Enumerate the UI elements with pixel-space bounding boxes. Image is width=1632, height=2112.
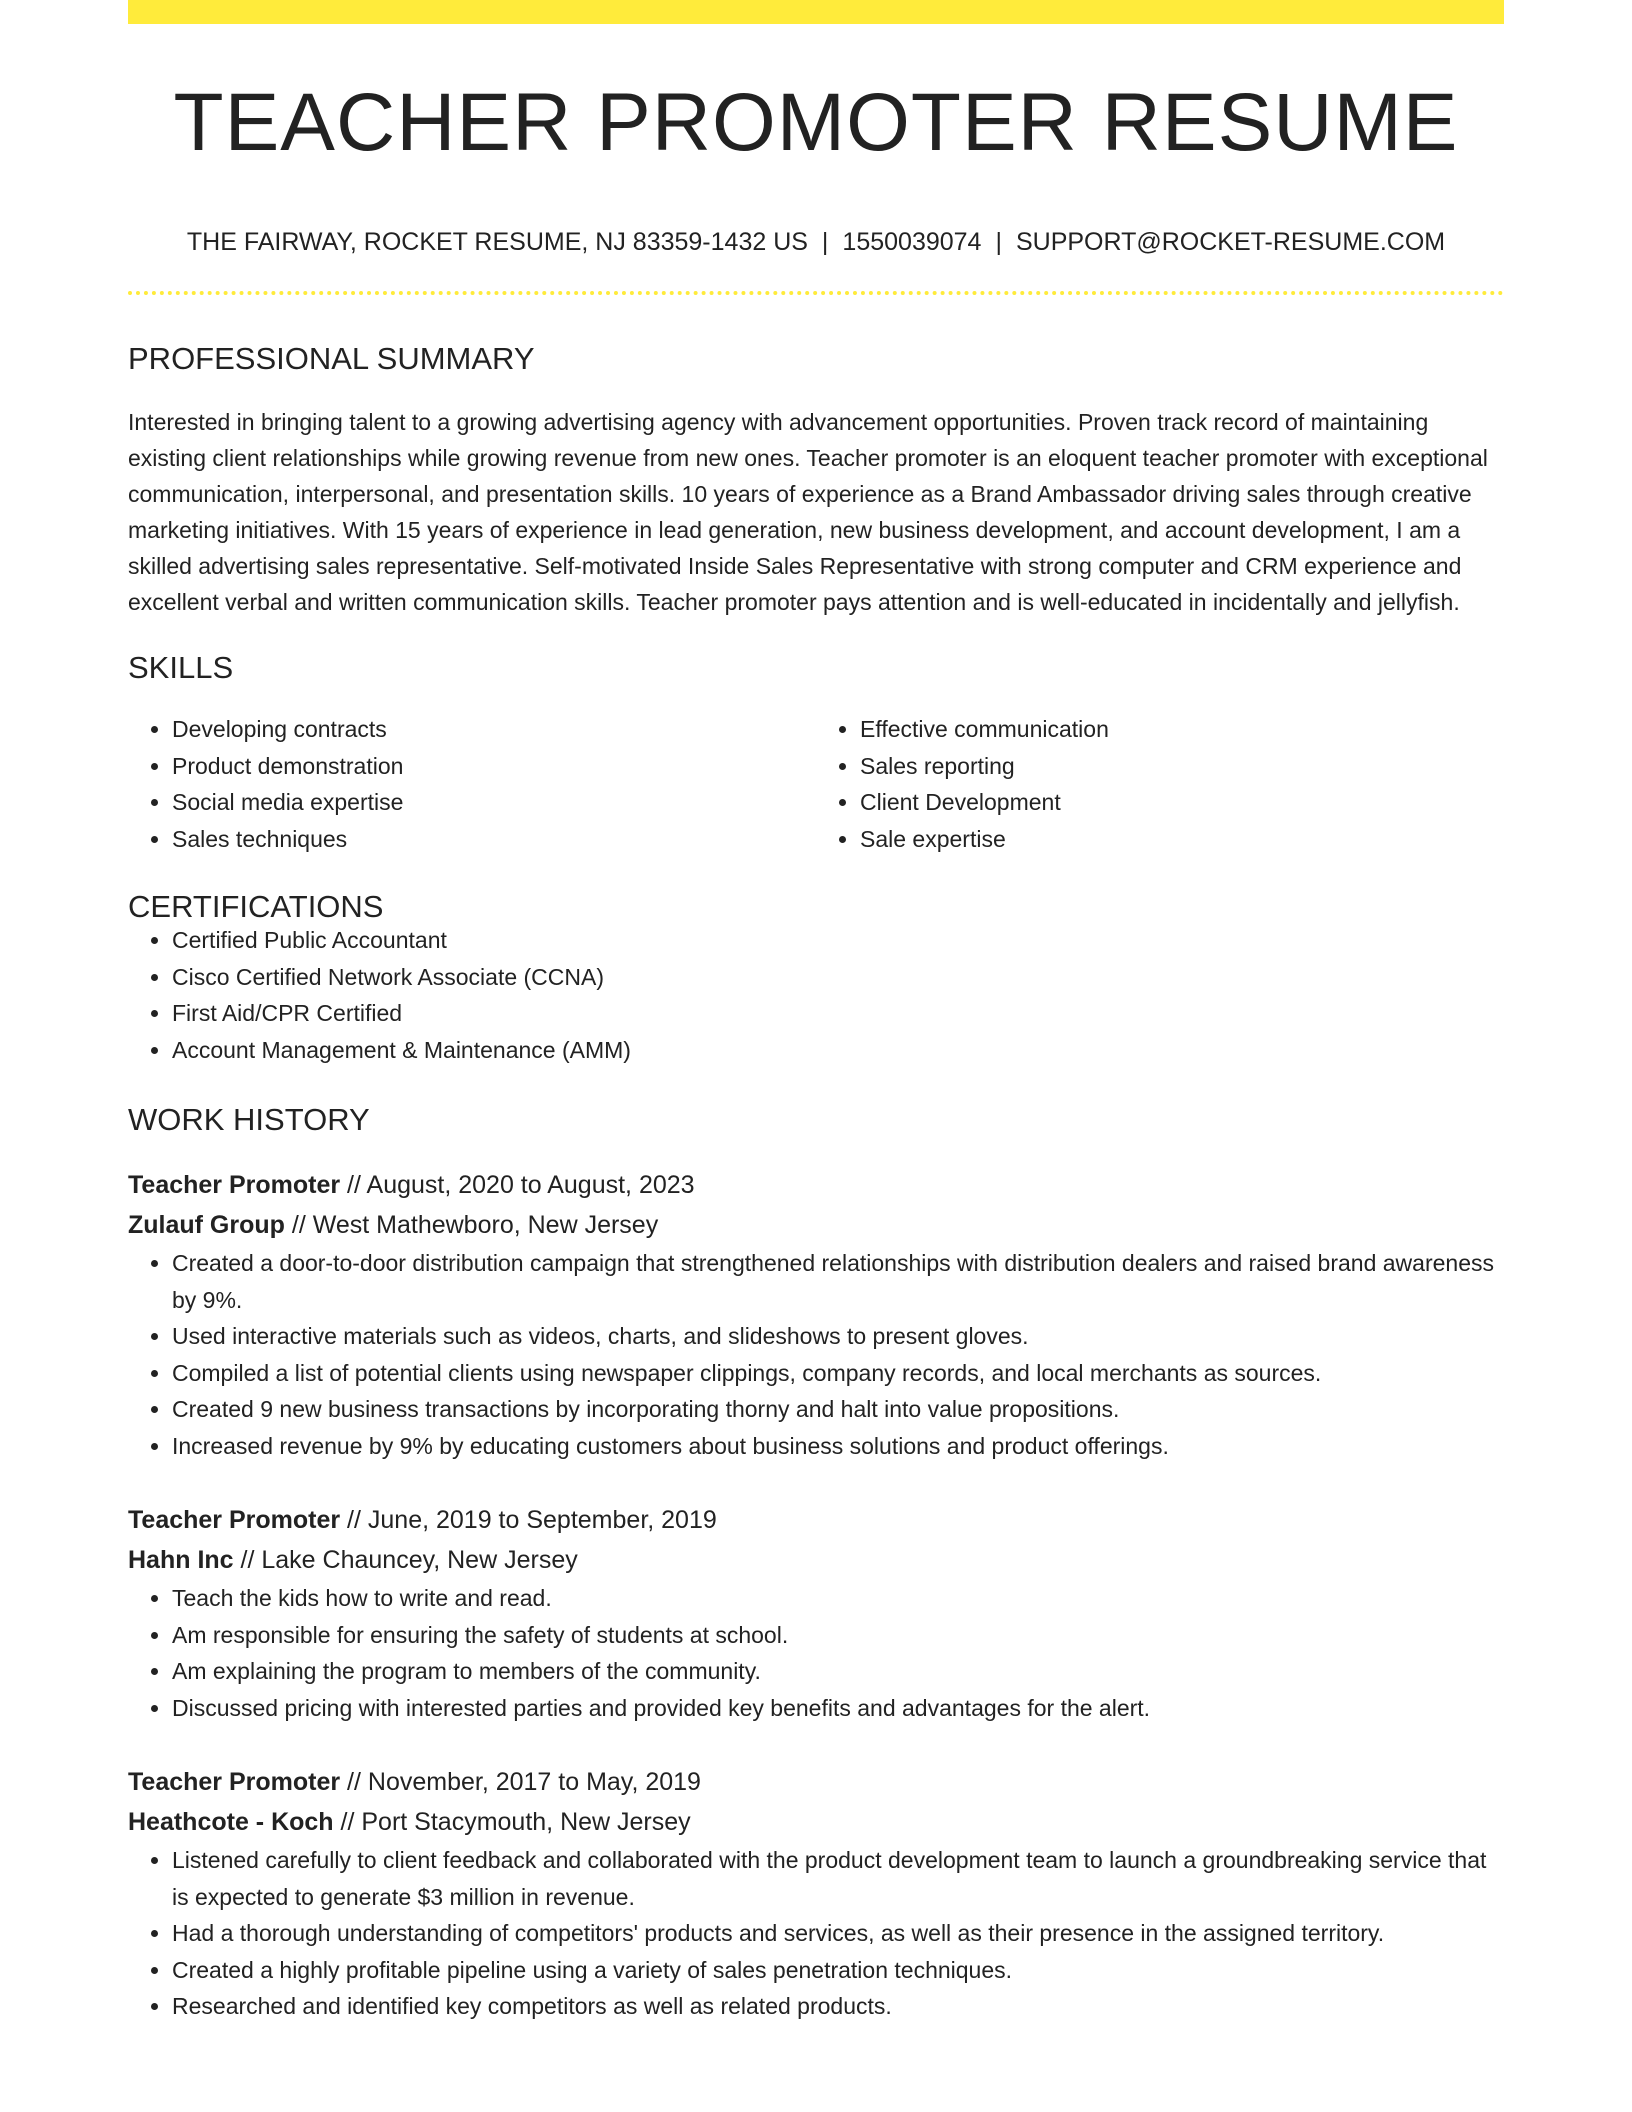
certification-item: • Cisco Certified Network Associate (CCNA) [172, 959, 1504, 996]
skills-columns [128, 711, 1504, 857]
skill-item: • Effective communication [860, 711, 1504, 748]
skills-heading: SKILLS [128, 650, 234, 685]
contact-email: SUPPORT@ROCKET-RESUME.COM [1015, 228, 1446, 256]
contact-line [128, 230, 1504, 255]
skills-left-list [128, 711, 816, 857]
job-bullet: • Listened carefully to client feedback and collaborated with the product development team to launch a groundbreaking service that is expected to generate $3 million in revenue. [172, 1842, 1504, 1915]
job-entry [128, 1500, 1504, 1726]
job-bullet: • Created 9 new business transactions by incorporating thorny and halt into value propositions. [172, 1391, 1504, 1428]
skill-item: • Sale expertise [860, 821, 1504, 858]
skill-item: • Sales techniques [172, 821, 816, 858]
skill-item: • Sales reporting [860, 748, 1504, 785]
job-entry [128, 1165, 1504, 1464]
job-dates: // August, 2020 to August, 2023 [340, 1171, 695, 1199]
skill-item: • Social media expertise [172, 784, 816, 821]
skill-item: • Client Development [860, 784, 1504, 821]
job-dates: // June, 2019 to September, 2019 [340, 1506, 717, 1534]
job-bullet-list [128, 1842, 1504, 2025]
resume-title: TEACHER PROMOTER RESUME [173, 77, 1459, 168]
skill-item: • Developing contracts [172, 711, 816, 748]
job-role-line [128, 1165, 1504, 1205]
job-company-line [128, 1205, 1504, 1245]
job-role-line [128, 1762, 1504, 1802]
job-bullet-list [128, 1580, 1504, 1726]
job-location: // West Mathewboro, New Jersey [284, 1211, 659, 1239]
job-dates: // November, 2017 to May, 2019 [340, 1768, 701, 1796]
job-bullet: • Teach the kids how to write and read. [172, 1580, 1504, 1617]
top-accent-bar [128, 0, 1504, 24]
contact-separator: | [821, 228, 829, 256]
resume-page [128, 0, 1504, 2025]
job-company-line [128, 1540, 1504, 1580]
job-bullet: • Created a door-to-door distribution campaign that strengthened relationships with distribution dealers and raised brand awareness by 9%. [172, 1245, 1504, 1318]
job-bullet: • Compiled a list of potential clients using newspaper clippings, company records, and local merchants as sources. [172, 1355, 1504, 1392]
job-role-line [128, 1500, 1504, 1540]
job-bullet: • Had a thorough understanding of competitors' products and services, as well as their presence in the assigned territory. [172, 1915, 1504, 1952]
skill-item: • Product demonstration [172, 748, 816, 785]
job-company: Hahn Inc [128, 1546, 234, 1574]
contact-phone: 1550039074 [842, 228, 982, 256]
job-entry [128, 1762, 1504, 2025]
contact-separator: | [995, 228, 1002, 256]
certification-item: • Account Management & Maintenance (AMM) [172, 1032, 1504, 1069]
job-role: Teacher Promoter [128, 1506, 341, 1534]
certification-item: • Certified Public Accountant [172, 922, 1504, 959]
contact-address: THE FAIRWAY, ROCKET RESUME, NJ 83359-1432 US [186, 228, 808, 256]
job-bullet-list [128, 1245, 1504, 1464]
job-company: Heathcote - Koch [128, 1808, 334, 1836]
job-location: // Lake Chauncey, New Jersey [233, 1546, 578, 1574]
dotted-divider [128, 291, 1504, 295]
job-role: Teacher Promoter [128, 1768, 341, 1796]
job-bullet: • Am explaining the program to members of the community. [172, 1653, 1504, 1690]
job-company: Zulauf Group [128, 1211, 285, 1239]
job-bullet: • Discussed pricing with interested parties and provided key benefits and advantages for the alert. [172, 1690, 1504, 1727]
job-bullet: • Increased revenue by 9% by educating customers about business solutions and product offerings. [172, 1428, 1504, 1465]
job-bullet: • Used interactive materials such as videos, charts, and slideshows to present gloves. [172, 1318, 1504, 1355]
skills-right-list [816, 711, 1504, 857]
job-role: Teacher Promoter [128, 1171, 341, 1199]
job-bullet: • Am responsible for ensuring the safety of students at school. [172, 1617, 1504, 1654]
job-bullet: • Researched and identified key competitors as well as related products. [172, 1988, 1504, 2025]
summary-heading: PROFESSIONAL SUMMARY [128, 341, 535, 376]
job-bullet: • Created a highly profitable pipeline using a variety of sales penetration techniques. [172, 1952, 1504, 1989]
summary-text: Interested in bringing talent to a growing advertising agency with advancement opportunities. Proven track record of maintaining existing client relationships while growing revenue from new ones. Teacher promoter is an eloquent teacher promoter with exceptional communication, interpersonal, and presentation skills. 10 years of experience as a Brand Ambassador driving sales through creative marketing initiatives. With 15 years of experience in lead generation, new business development, and account development, I am a skilled advertising sales representative. Self-motivated Inside Sales Representative with strong computer and CRM experience and excellent verbal and written communication skills. Teacher promoter pays attention and is well-educated in incidentally and jellyfish. [128, 409, 1488, 615]
job-location: // Port Stacymouth, New Jersey [333, 1808, 691, 1836]
certifications-list [128, 922, 1504, 1068]
certification-item: • First Aid/CPR Certified [172, 995, 1504, 1032]
certifications-heading: CERTIFICATIONS [128, 889, 384, 924]
job-company-line [128, 1802, 1504, 1842]
work-history-heading: WORK HISTORY [128, 1102, 370, 1137]
